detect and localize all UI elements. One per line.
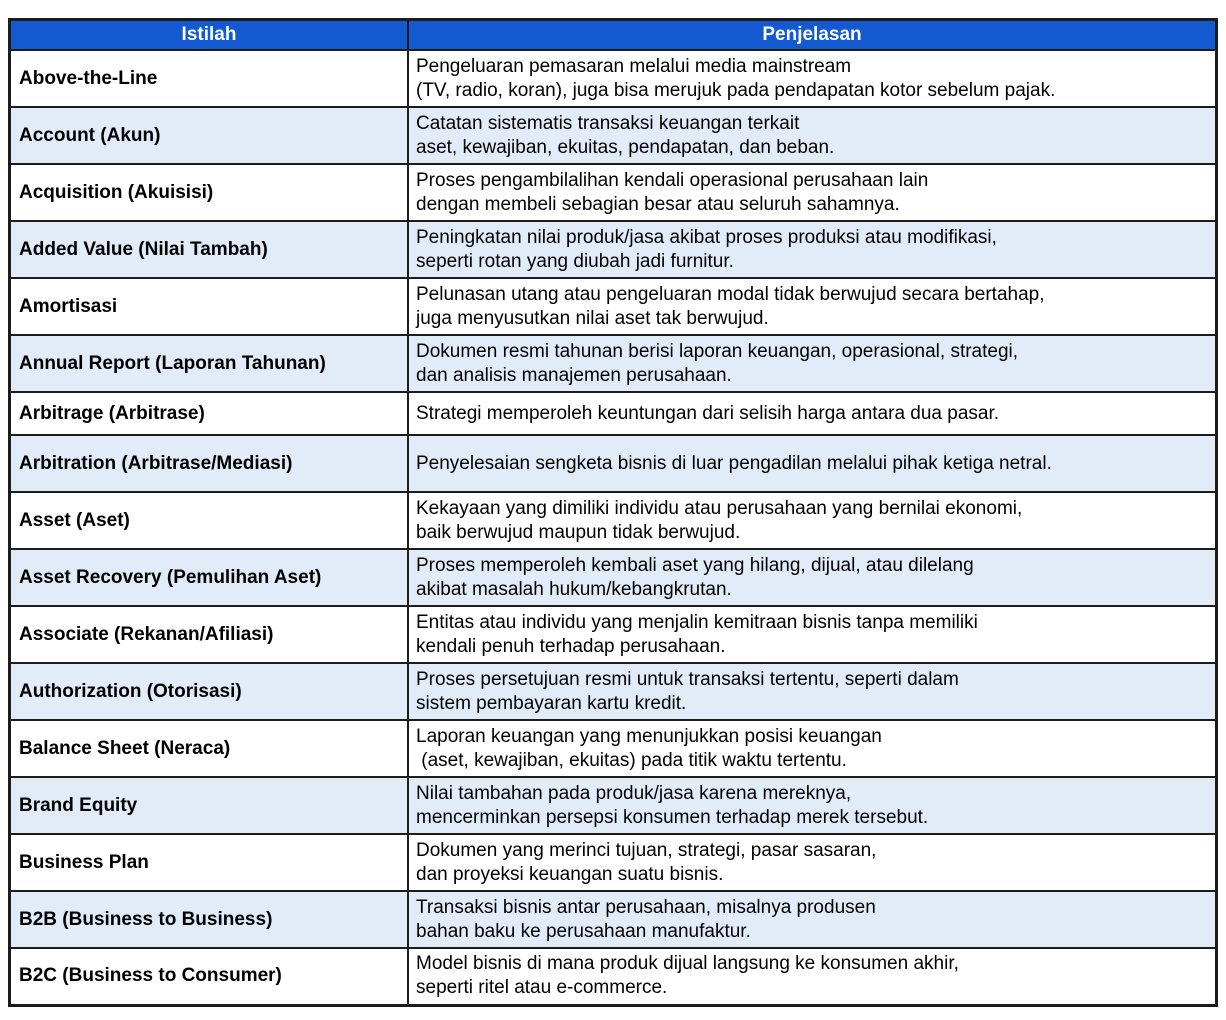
definition-cell [408,435,1217,492]
definition-cell [408,107,1217,164]
definition-line: kendali penuh terhadap perusahaan. [416,635,726,657]
definition-line: dan proyeksi keuangan suatu bisnis. [416,863,724,885]
term-cell: Amortisasi [10,278,409,335]
column-header-istilah: Istilah [10,20,409,51]
glossary-table-body [10,50,1217,1005]
term-cell: Arbitration (Arbitrase/Mediasi) [10,435,409,492]
definition-cell [408,663,1217,720]
definition-cell [408,278,1217,335]
definition-cell [408,392,1217,435]
definition-line: Catatan sistematis transaksi keuangan terkait [416,112,800,134]
definition-cell [408,549,1217,606]
definition-line: dengan membeli sebagian besar atau seluruh sahamnya. [416,193,900,215]
table-row [10,834,1217,891]
definition-line: Laporan keuangan yang menunjukkan posisi keuangan [416,725,882,747]
term-cell: Brand Equity [10,777,409,834]
definition-cell [408,834,1217,891]
definition-cell [408,606,1217,663]
definition-line: Kekayaan yang dimiliki individu atau perusahaan yang bernilai ekonomi, [416,497,1023,519]
glossary-table-container [8,18,1218,1007]
definition-line: Proses pengambilalihan kendali operasional perusahaan lain [416,169,929,191]
table-row [10,164,1217,221]
definition-line: Peningkatan nilai produk/jasa akibat proses produksi atau modifikasi, [416,226,997,248]
definition-line: Transaksi bisnis antar perusahaan, misalnya produsen [416,896,876,918]
definition-line: Proses memperoleh kembali aset yang hilang, dijual, atau dilelang [416,554,974,576]
table-row [10,278,1217,335]
definition-line: seperti ritel atau e-commerce. [416,977,668,999]
definition-line: Penyelesaian sengketa bisnis di luar pengadilan melalui pihak ketiga netral. [416,452,1052,474]
definition-line: Nilai tambahan pada produk/jasa karena mereknya, [416,782,852,804]
table-row [10,549,1217,606]
definition-line: sistem pembayaran kartu kredit. [416,692,687,714]
definition-cell [408,221,1217,278]
term-cell: B2B (Business to Business) [10,891,409,948]
definition-cell [408,492,1217,549]
column-header-penjelasan: Penjelasan [408,20,1217,51]
table-row [10,948,1217,1005]
table-row [10,663,1217,720]
table-row [10,335,1217,392]
definition-line: mencerminkan persepsi konsumen terhadap merek tersebut. [416,806,929,828]
header-row [10,20,1217,51]
definition-line: Model bisnis di mana produk dijual langsung ke konsumen akhir, [416,953,959,975]
table-row [10,221,1217,278]
definition-cell [408,50,1217,107]
term-cell: Above-the-Line [10,50,409,107]
definition-cell [408,335,1217,392]
term-cell: B2C (Business to Consumer) [10,948,409,1005]
definition-line: Entitas atau individu yang menjalin kemitraan bisnis tanpa memiliki [416,611,978,633]
definition-line: baik berwujud maupun tidak berwujud. [416,521,741,543]
definition-line: Dokumen yang merinci tujuan, strategi, pasar sasaran, [416,839,877,861]
definition-line: Proses persetujuan resmi untuk transaksi tertentu, seperti dalam [416,668,959,690]
term-cell: Asset (Aset) [10,492,409,549]
definition-line: Pelunasan utang atau pengeluaran modal tidak berwujud secara bertahap, [416,283,1045,305]
table-row [10,720,1217,777]
definition-line: (aset, kewajiban, ekuitas) pada titik waktu tertentu. [416,749,847,771]
definition-line: (TV, radio, koran), juga bisa merujuk pada pendapatan kotor sebelum pajak. [416,79,1056,101]
definition-cell [408,720,1217,777]
definition-line: juga menyusutkan nilai aset tak berwujud. [416,307,769,329]
term-cell: Arbitrage (Arbitrase) [10,392,409,435]
definition-line: Dokumen resmi tahunan berisi laporan keuangan, operasional, strategi, [416,340,1019,362]
table-row [10,50,1217,107]
definition-cell [408,164,1217,221]
table-row [10,435,1217,492]
definition-line: Pengeluaran pemasaran melalui media mainstream [416,55,852,77]
table-row [10,891,1217,948]
term-cell: Authorization (Otorisasi) [10,663,409,720]
table-row [10,492,1217,549]
table-row [10,392,1217,435]
glossary-table [8,18,1218,1007]
table-row [10,107,1217,164]
term-cell: Annual Report (Laporan Tahunan) [10,335,409,392]
definition-cell [408,948,1217,1005]
table-row [10,606,1217,663]
table-row [10,777,1217,834]
definition-line: akibat masalah hukum/kebangkrutan. [416,578,732,600]
term-cell: Account (Akun) [10,107,409,164]
term-cell: Balance Sheet (Neraca) [10,720,409,777]
definition-cell [408,891,1217,948]
term-cell: Asset Recovery (Pemulihan Aset) [10,549,409,606]
glossary-table-header [10,20,1217,51]
definition-line: aset, kewajiban, ekuitas, pendapatan, dan beban. [416,136,835,158]
definition-line: seperti rotan yang diubah jadi furnitur. [416,250,734,272]
definition-cell [408,777,1217,834]
term-cell: Business Plan [10,834,409,891]
term-cell: Acquisition (Akuisisi) [10,164,409,221]
definition-line: Strategi memperoleh keuntungan dari selisih harga antara dua pasar. [416,402,1000,424]
term-cell: Added Value (Nilai Tambah) [10,221,409,278]
definition-line: dan analisis manajemen perusahaan. [416,364,732,386]
definition-line: bahan baku ke perusahaan manufaktur. [416,920,751,942]
term-cell: Associate (Rekanan/Afiliasi) [10,606,409,663]
